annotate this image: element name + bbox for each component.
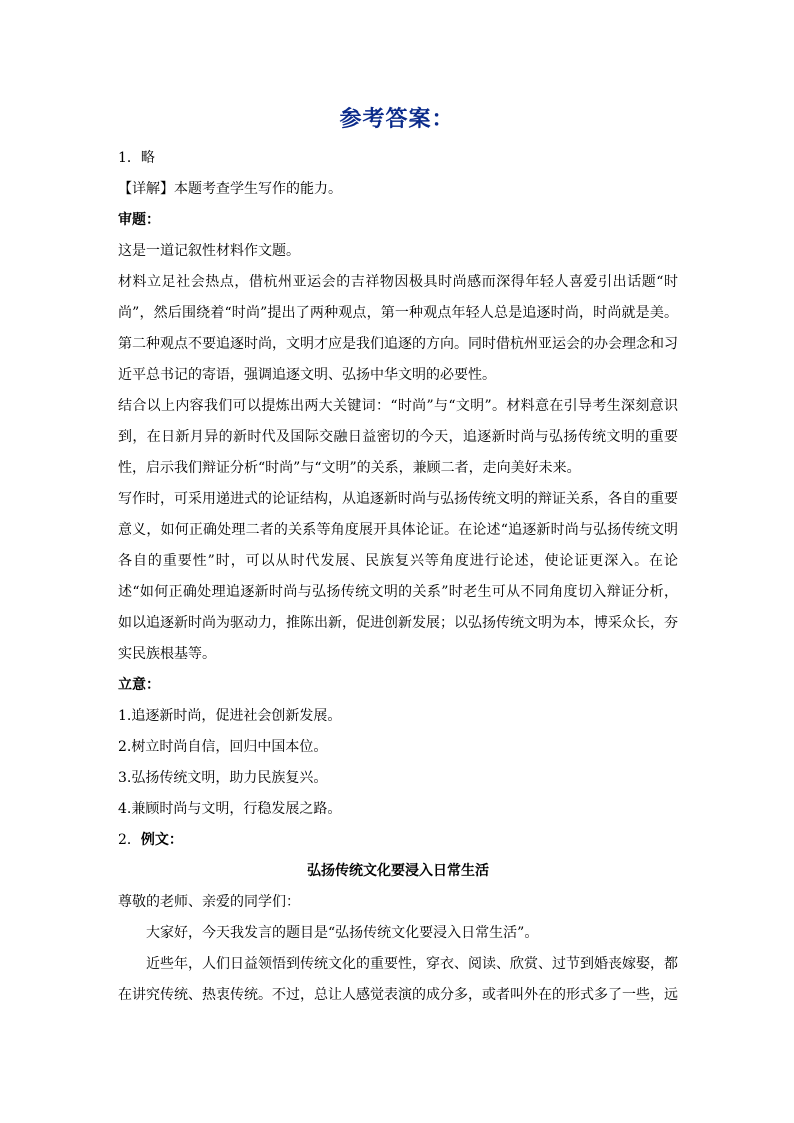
shenti-paragraph-2: 材料立足社会热点，借杭州亚运会的吉祥物因极具时尚感而深得年轻人喜爱引出话题“时尚”，然后围绕着“时尚”提出了两种观点，第一种观点年轻人总是追逐时尚，时尚就是美。第二种观点不要追逐时尚，文明才应是我们追逐的方向。同时借杭州亚运会的办会理念和习近平总书记的寄语，强调追逐文明、弘扬中华文明的必要性。 [118,274,678,383]
liyi-item-1: 1.追逐新时尚，促进社会创新发展。 [118,708,342,724]
question-2-number: 2． [118,832,141,848]
liyi-item-2: 2.树立时尚自信，回归中国本位。 [118,739,328,755]
question-2-line [118,825,678,856]
liyi-heading: 立意： [118,677,160,693]
essay-salutation: 尊敬的老师、亲爱的同学们： [118,894,300,910]
detail-text: 本题考查学生写作的能力。 [174,181,342,197]
liyi-item-4: 4.兼顾时尚与文明，行稳发展之路。 [118,801,342,817]
detail-paragraph [118,174,678,205]
page-title: 参考答案： [339,107,455,132]
example-label: 例文： [140,832,183,848]
detail-tag: 【详解】 [118,181,174,197]
question-1-number: 1．略 [118,150,155,166]
essay-paragraph-1: 大家好，今天我发言的题目是“弘扬传统文化要浸入日常生活”。 [146,925,539,941]
liyi-item-3: 3.弘扬传统文明，助力民族复兴。 [118,770,328,786]
essay-title: 弘扬传统文化要浸入日常生活 [307,863,489,879]
shenti-paragraph-1: 这是一道记叙性材料作文题。 [118,243,300,259]
shenti-paragraph-4: 写作时，可采用递进式的论证结构，从追逐新时尚与弘扬传统文明的辩证关系，各自的重要意义，如何正确处理二者的关系等角度展开具体论证。在论述“追逐新时尚与弘扬传统文明各自的重要性”时，可以从时代发展、民族复兴等角度进行论述，使论证更深入。在论述“如何正确处理追逐新时尚与弘扬传统文明的关系”时老生可从不同角度切入辩证分析，如以追逐新时尚为驱动力，推陈出新，促进创新发展；以弘扬传统文明为本，博采众长，夯实民族根基等。 [118,491,678,662]
answer-content [118,143,678,1011]
shenti-paragraph-3: 结合以上内容我们可以提炼出两大关键词：“时尚”与“文明”。材料意在引导考生深刻意识到，在日新月异的新时代及国际交融日益密切的今天，追逐新时尚与弘扬传统文明的重要性，启示我们辩证分析“时尚”与“文明”的关系，兼顾二者，走向美好未来。 [118,398,678,476]
essay-paragraph-2: 近些年，人们日益领悟到传统文化的重要性，穿衣、阅读、欣赏、过节到婚丧嫁娶，都在讲究传统、热衷传统。不过，总让人感觉表演的成分多，或者叫外在的形式多了一些，远 [118,956,678,1003]
shenti-heading: 审题： [118,212,160,228]
